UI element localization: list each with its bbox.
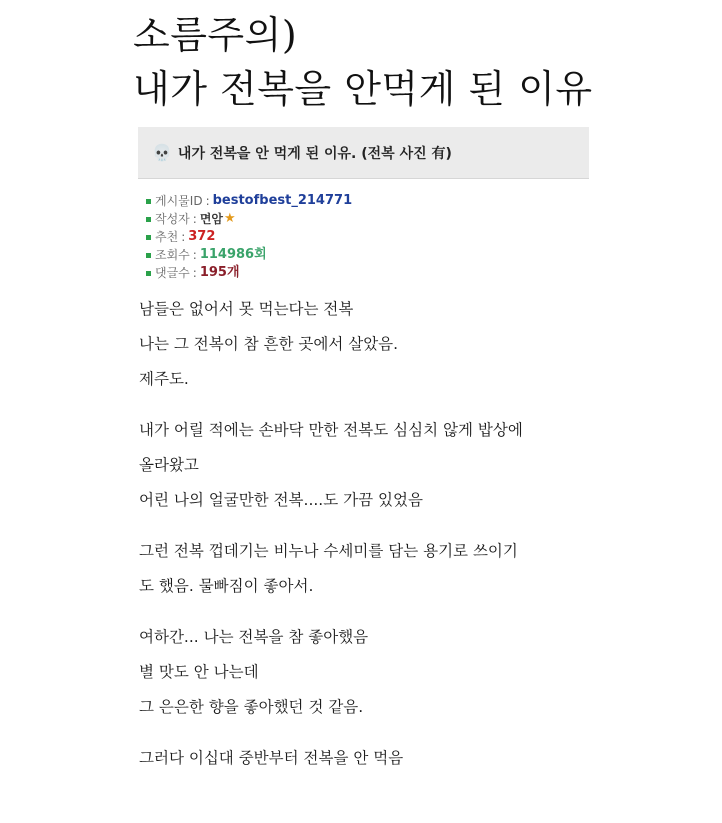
author-name[interactable]: 면암 — [199, 212, 224, 226]
meta-label: 게시물ID — [155, 194, 203, 208]
body-line: 그런 전복 껍데기는 비누나 수세미를 담는 용기로 쓰이기 — [139, 542, 518, 560]
meta-separator: : — [192, 266, 197, 280]
meta-label: 댓글수 — [155, 266, 190, 280]
body-line: 나는 그 전복이 참 흔한 곳에서 살았음. — [139, 335, 399, 353]
paragraph — [139, 620, 609, 725]
bullet-icon — [146, 271, 151, 276]
star-icon: ★ — [224, 211, 236, 226]
meta-value: 114986회 — [199, 247, 267, 262]
body-line: 도 했음. 물빠짐이 좋아서. — [139, 577, 314, 595]
meta-recommend — [146, 228, 352, 246]
body-line: 제주도. — [139, 370, 189, 388]
meta-label: 추천 — [155, 230, 179, 244]
meta-views — [146, 246, 352, 264]
post-body — [139, 292, 609, 792]
meta-value: 372 — [188, 229, 216, 244]
post-title-bar — [138, 127, 589, 179]
meta-separator: : — [192, 248, 197, 262]
body-line: 올라왔고 — [139, 456, 199, 474]
body-line: 여하간... 나는 전복을 참 좋아했음 — [139, 628, 369, 646]
body-line: 내가 어릴 적에는 손바닥 만한 전복도 심심치 않게 밥상에 — [139, 421, 523, 439]
meta-separator: : — [205, 194, 210, 208]
meta-separator: : — [181, 230, 186, 244]
headline-line-2: 내가 전복을 안먹게 된 이유 — [133, 67, 593, 111]
body-line: 남들은 없어서 못 먹는다는 전복 — [139, 300, 354, 318]
headline — [133, 8, 593, 116]
post-title: 내가 전복을 안 먹게 된 이유. (전복 사진 有) — [177, 145, 452, 162]
headline-line-1: 소름주의) — [133, 13, 298, 57]
meta-separator: : — [192, 212, 197, 226]
bullet-icon — [146, 199, 151, 204]
paragraph — [139, 741, 609, 776]
meta-value: 195개 — [199, 265, 240, 280]
body-line: 그 은은한 향을 좋아했던 것 같음. — [139, 698, 364, 716]
meta-label: 작성자 — [155, 212, 190, 226]
skull-icon: 💀 — [152, 143, 172, 162]
body-line: 어린 나의 얼굴만한 전복....도 가끔 있었음 — [139, 491, 423, 509]
meta-label: 조회수 — [155, 248, 190, 262]
bullet-icon — [146, 235, 151, 240]
bullet-icon — [146, 253, 151, 258]
meta-author — [146, 210, 352, 228]
body-line: 그러다 이십대 중반부터 전복을 안 먹음 — [139, 749, 404, 767]
body-line: 별 맛도 안 나는데 — [139, 663, 259, 681]
meta-post-id — [146, 192, 352, 210]
bullet-icon — [146, 217, 151, 222]
post-meta — [146, 192, 352, 282]
meta-value: bestofbest_214771 — [212, 193, 353, 208]
paragraph — [139, 534, 609, 604]
paragraph — [139, 413, 609, 518]
meta-comments — [146, 264, 352, 282]
paragraph — [139, 292, 609, 397]
